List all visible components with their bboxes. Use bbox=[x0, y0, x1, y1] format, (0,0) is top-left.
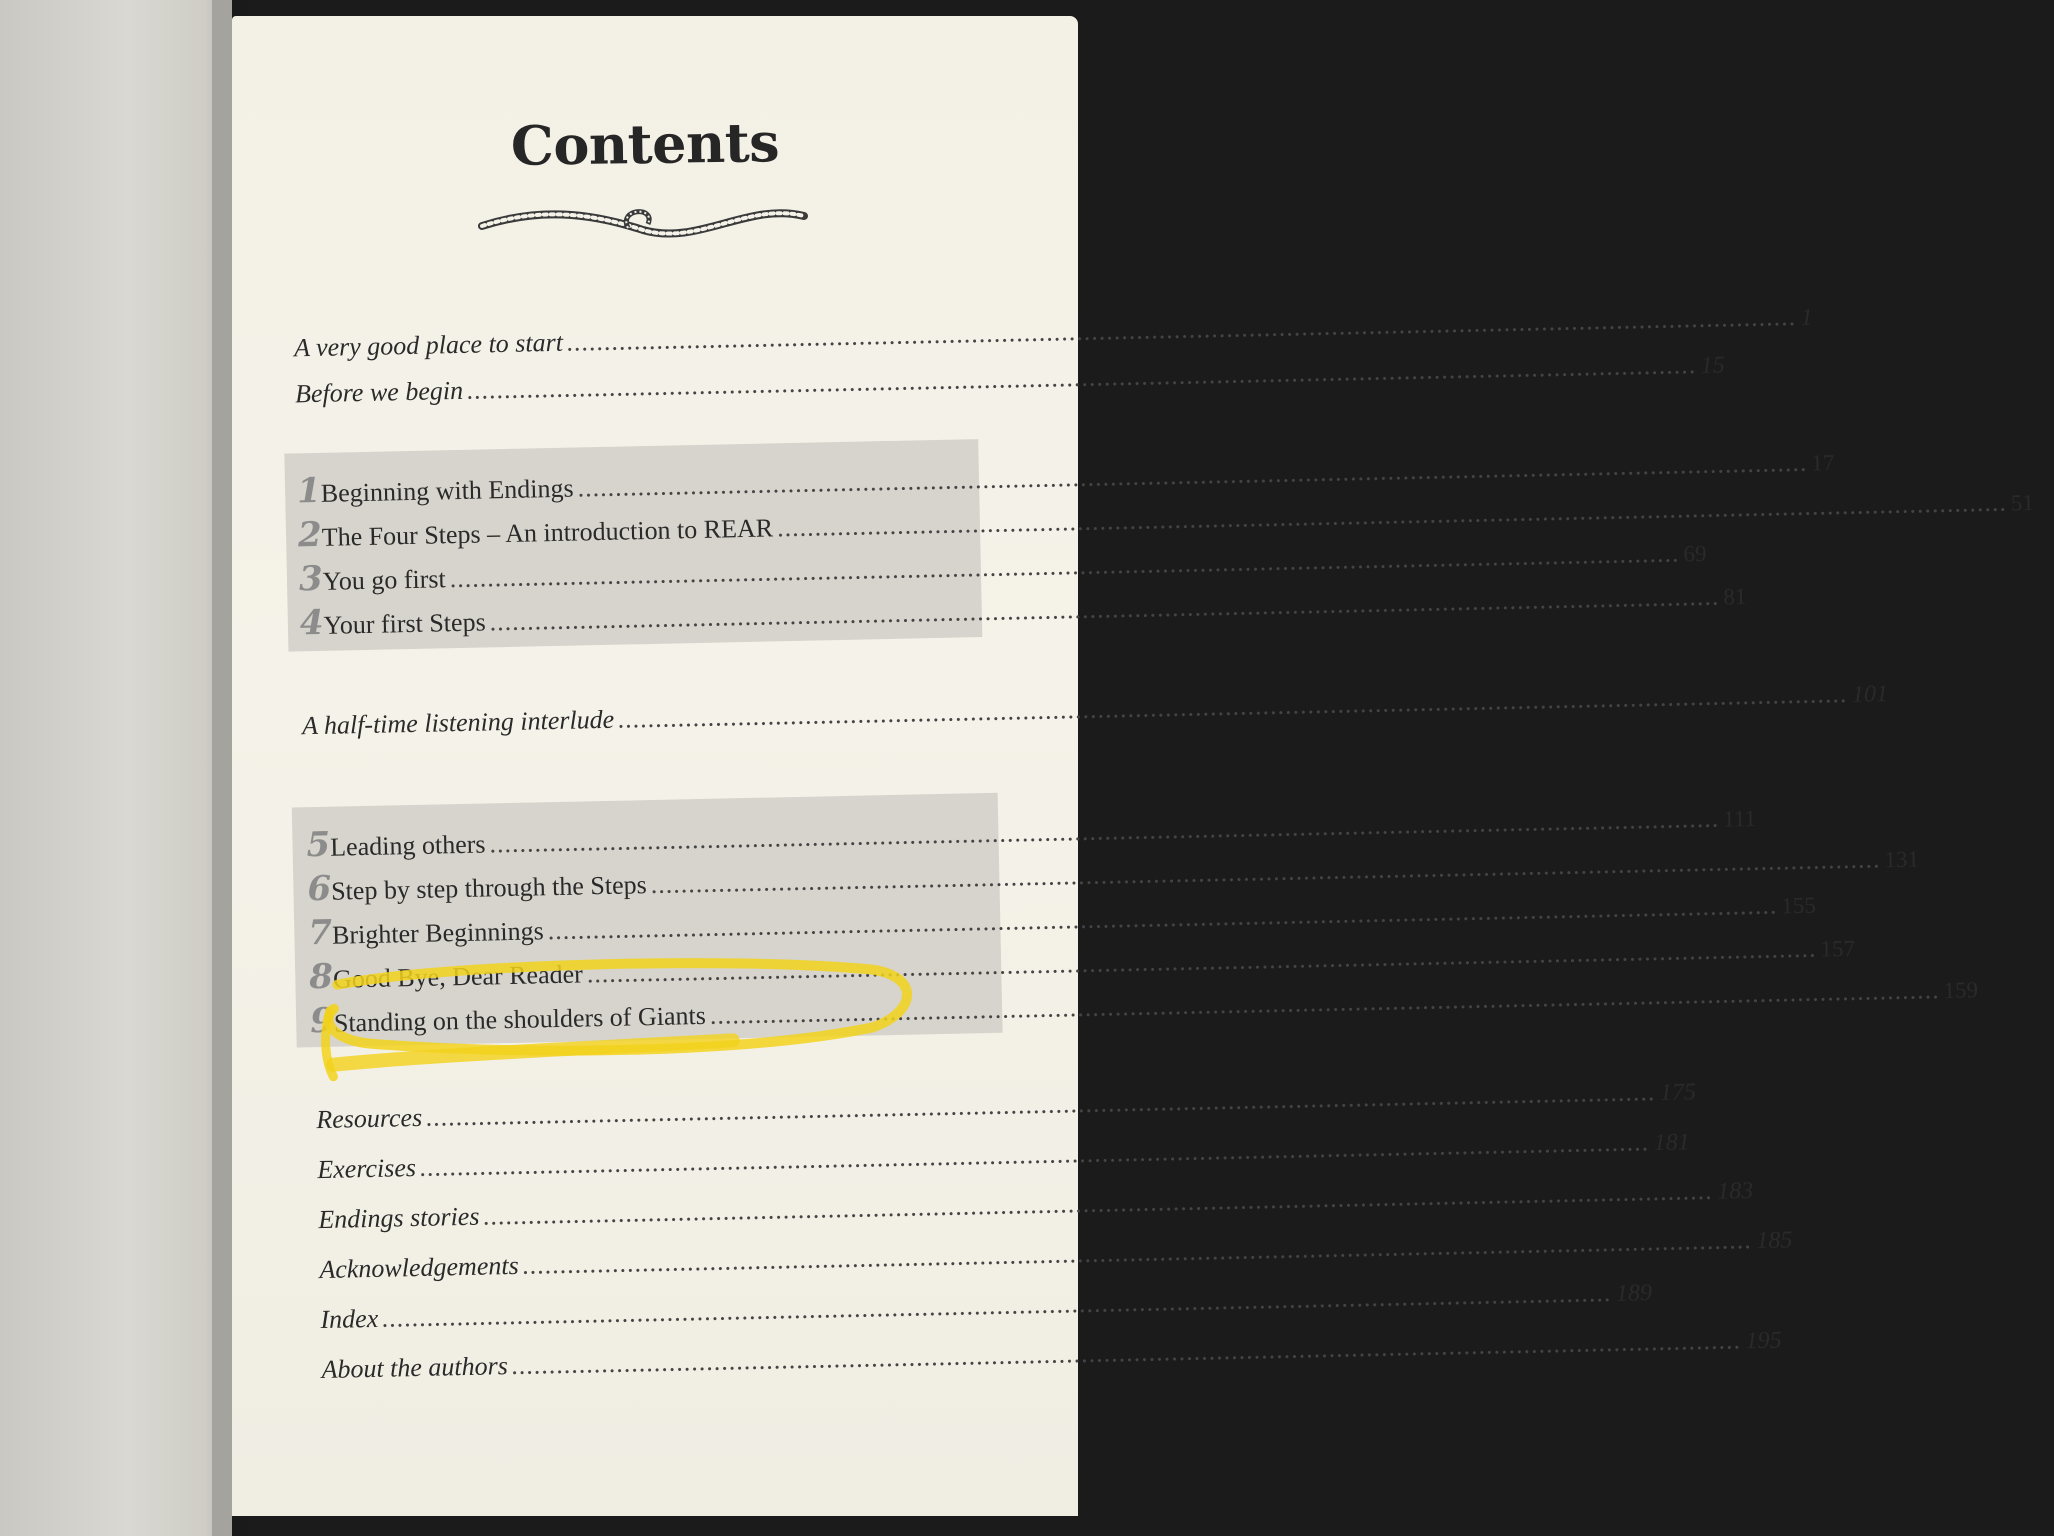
chapter-title: You go first bbox=[322, 564, 447, 596]
chapter-title: Standing on the shoulders of Giants bbox=[333, 1000, 707, 1038]
chapter-page-number: 131 bbox=[1884, 846, 1920, 873]
chapter-title: Step by step through the Steps bbox=[330, 870, 648, 906]
toc-entry[interactable] bbox=[320, 1278, 1653, 1335]
dot-leader: .................................................................................................................................................................... bbox=[709, 975, 1940, 1030]
toc-entry[interactable] bbox=[317, 1127, 1690, 1185]
toc-entry-title: Resources bbox=[315, 1102, 423, 1135]
chapter-number: 1 bbox=[296, 470, 322, 512]
chapter-title: Good Bye, Dear Reader bbox=[332, 959, 584, 994]
toc-entry[interactable] bbox=[318, 1175, 1754, 1235]
dot-leader: .................................................................................................................................................................... bbox=[650, 844, 1881, 900]
chapter-number: 4 bbox=[299, 602, 324, 644]
dot-leader: .................................................................................................................................................................... bbox=[566, 301, 1797, 357]
chapter-number: 2 bbox=[297, 514, 323, 556]
chapter-title: Beginning with Endings bbox=[320, 473, 574, 508]
toc-page-number: 183 bbox=[1716, 1178, 1754, 1205]
chapter-number: 3 bbox=[298, 558, 324, 600]
dot-leader: .................................................................................................................................................................... bbox=[466, 350, 1698, 405]
toc-entry[interactable] bbox=[294, 350, 1726, 409]
chapter-number: 8 bbox=[308, 956, 334, 998]
chapter-page-number: 157 bbox=[1820, 935, 1856, 962]
table-of-contents bbox=[215, 7, 2035, 1524]
dot-leader: .................................................................................................................................................................... bbox=[586, 933, 1817, 989]
chapter-number: 6 bbox=[307, 868, 332, 910]
page-title: Contents bbox=[510, 110, 780, 178]
dot-leader: .................................................................................................................................................................... bbox=[617, 678, 1849, 734]
dot-leader: .................................................................................................................................................................... bbox=[522, 1225, 1753, 1280]
dot-leader: .................................................................................................................................................................... bbox=[547, 890, 1778, 946]
chapter-page-number: 159 bbox=[1943, 977, 1979, 1003]
dot-leader: .................................................................................................................................................................... bbox=[577, 447, 1808, 503]
toc-entry-title: Acknowledgements bbox=[319, 1250, 519, 1285]
dot-leader: .................................................................................................................................................................... bbox=[511, 1325, 1742, 1381]
chapter-page-number: 81 bbox=[1723, 584, 1747, 610]
chapter-title: Your first Steps bbox=[323, 607, 486, 640]
chapter-page-number: 17 bbox=[1811, 450, 1835, 476]
dot-leader: .................................................................................................................................................................... bbox=[425, 1077, 1657, 1132]
toc-page-number: 101 bbox=[1851, 681, 1889, 708]
toc-entry-title: A half-time listening interlude bbox=[301, 704, 615, 741]
chapter-title: The Four Steps – An introduction to REAR bbox=[321, 513, 774, 552]
toc-page-number: 195 bbox=[1745, 1327, 1782, 1355]
chapter-page-number: 51 bbox=[2010, 489, 2035, 516]
dot-leader: .................................................................................................................................................................... bbox=[419, 1127, 1650, 1182]
dot-leader: .................................................................................................................................................................... bbox=[449, 538, 1680, 594]
chapter-title: Leading others bbox=[329, 829, 486, 862]
dot-leader: .................................................................................................................................................................... bbox=[483, 1175, 1714, 1231]
chapter-page-number: 155 bbox=[1781, 892, 1817, 919]
dot-leader: .................................................................................................................................................................... bbox=[381, 1278, 1613, 1333]
dot-leader: .................................................................................................................................................................... bbox=[489, 581, 1720, 637]
toc-entry-title: A very good place to start bbox=[293, 327, 564, 363]
toc-page-number: 189 bbox=[1615, 1280, 1653, 1307]
highlighter-mark bbox=[308, 953, 913, 1082]
toc-page-number: 1 bbox=[1800, 304, 1813, 331]
toc-page-number: 185 bbox=[1756, 1227, 1793, 1254]
toc-entry[interactable] bbox=[319, 1225, 1793, 1285]
chapter-title: Brighter Beginnings bbox=[331, 916, 544, 950]
chapter-page-number: 111 bbox=[1722, 805, 1757, 832]
toc-entry-title: Before we begin bbox=[294, 375, 464, 409]
dot-leader: .................................................................................................................................................................... bbox=[776, 487, 2008, 543]
toc-entry-title: Endings stories bbox=[318, 1201, 480, 1235]
toc-page-number: 15 bbox=[1700, 352, 1726, 379]
toc-entry[interactable] bbox=[293, 301, 1813, 363]
chapter-number: 5 bbox=[306, 824, 331, 866]
facing-page bbox=[0, 0, 232, 1536]
toc-entry-title: Exercises bbox=[317, 1153, 417, 1185]
chapter-page-number: 69 bbox=[1683, 540, 1707, 567]
toc-entry[interactable] bbox=[301, 678, 1889, 741]
toc-entry[interactable] bbox=[321, 1325, 1782, 1385]
chapter-number: 9 bbox=[309, 1000, 335, 1042]
contents-page bbox=[232, 16, 2035, 1516]
toc-entry[interactable] bbox=[315, 1077, 1697, 1135]
bleed-through-text bbox=[19, 293, 211, 348]
chapter-number: 7 bbox=[307, 912, 333, 954]
toc-page-number: 175 bbox=[1659, 1079, 1697, 1106]
toc-entry-title: Index bbox=[320, 1303, 379, 1335]
toc-page-number: 181 bbox=[1653, 1129, 1690, 1157]
toc-entry-title: About the authors bbox=[321, 1351, 509, 1385]
dot-leader: .................................................................................................................................................................... bbox=[489, 803, 1720, 859]
